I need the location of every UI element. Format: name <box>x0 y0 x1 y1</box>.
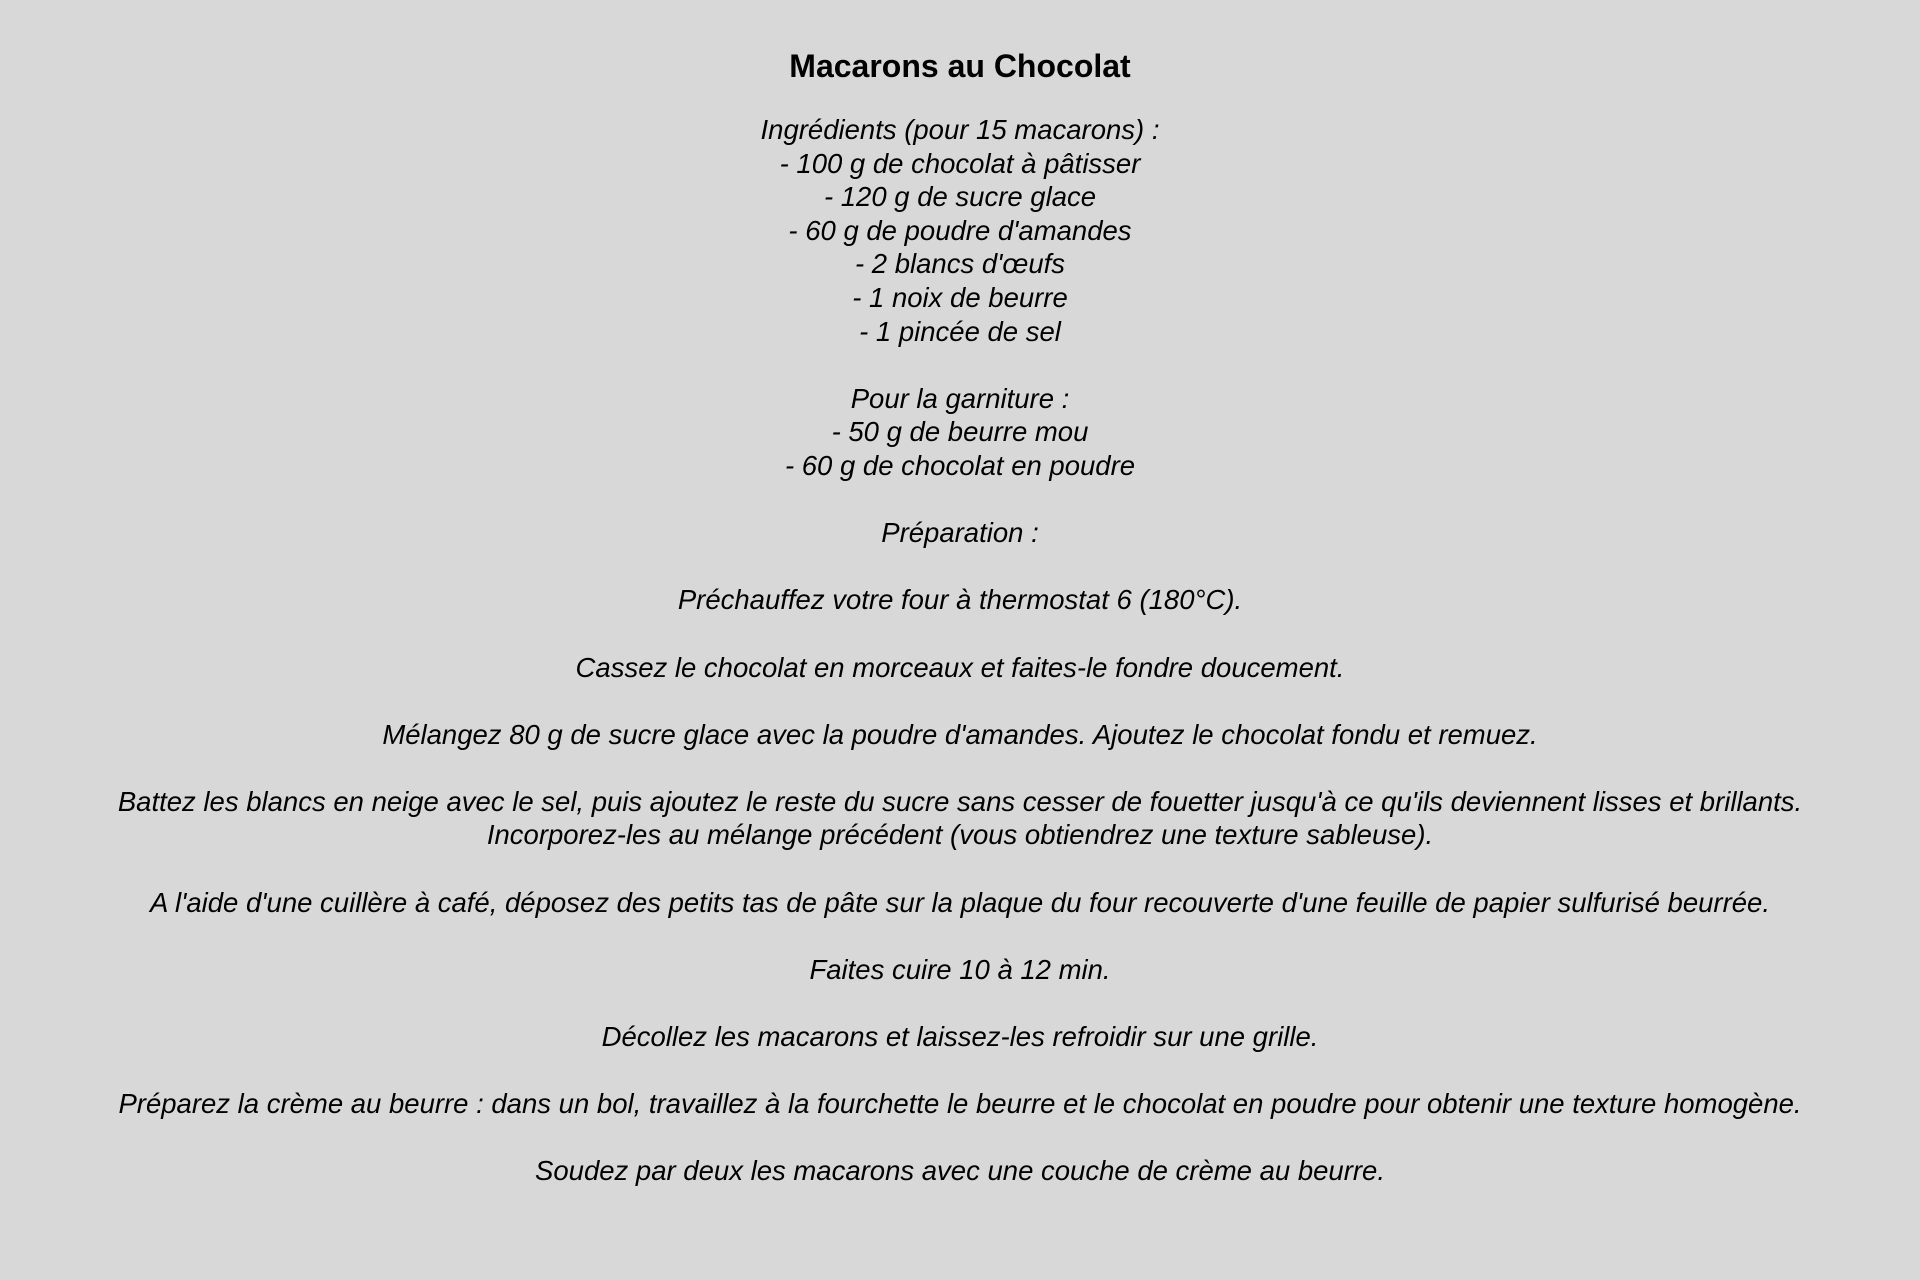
ingredient-item: - 60 g de poudre d'amandes <box>788 214 1132 246</box>
step-5 <box>0 886 1920 920</box>
garnish-heading: Pour la garniture : <box>850 382 1070 414</box>
step-1 <box>0 583 1920 617</box>
step-text: Mélangez 80 g de sucre glace avec la poudre d'amandes. Ajoutez le chocolat fondu et remuez. <box>382 718 1538 750</box>
step-text: Battez les blancs en neige avec le sel, puis ajoutez le reste du sucre sans cesser de fouetter jusqu'à ce qu'ils deviennent lisses et brillants. <box>117 785 1803 817</box>
ingredient-item: - 1 noix de beurre <box>852 281 1068 313</box>
step-text: Préchauffez votre four à thermostat 6 (180°C). <box>677 584 1243 616</box>
step-8 <box>0 1087 1920 1121</box>
recipe-title: Macarons au Chocolat <box>789 48 1131 84</box>
ingredient-item: - 2 blancs d'œufs <box>854 248 1066 280</box>
preparation-heading: Préparation : <box>881 517 1039 549</box>
step-text: Soudez par deux les macarons avec une couche de crème au beurre. <box>535 1155 1385 1187</box>
ingredients-section <box>0 113 1920 348</box>
step-7 <box>0 1020 1920 1054</box>
step-text: Incorporez-les au mélange précédent (vous obtiendrez une texture sableuse). <box>486 819 1434 851</box>
preparation-section <box>0 516 1920 550</box>
ingredient-item: - 100 g de chocolat à pâtisser <box>779 147 1141 179</box>
spacer <box>0 1054 1920 1088</box>
step-text: Cassez le chocolat en morceaux et faites-le fondre doucement. <box>575 651 1345 683</box>
spacer <box>0 986 1920 1020</box>
ingredient-item: - 120 g de sucre glace <box>823 181 1097 213</box>
step-3 <box>0 718 1920 752</box>
garnish-section <box>0 382 1920 483</box>
step-text: A l'aide d'une cuillère à café, déposez des petits tas de pâte sur la plaque du four recouverte d'une feuille de papier sulfurisé beurrée. <box>150 886 1770 918</box>
ingredients-heading: Ingrédients (pour 15 macarons) : <box>760 114 1160 145</box>
step-4 <box>0 785 1920 852</box>
step-text: Faites cuire 10 à 12 min. <box>809 953 1111 985</box>
spacer <box>0 617 1920 651</box>
spacer <box>0 751 1920 785</box>
spacer <box>0 919 1920 953</box>
ingredient-item: - 1 pincée de sel <box>859 315 1061 347</box>
spacer <box>0 852 1920 886</box>
garnish-item: - 50 g de beurre mou <box>831 416 1089 448</box>
spacer <box>0 483 1920 517</box>
step-6 <box>0 953 1920 987</box>
step-text: Préparez la crème au beurre : dans un bol, travaillez à la fourchette le beurre et le chocolat en poudre pour obtenir une texture homogène. <box>118 1088 1802 1120</box>
step-text: Décollez les macarons et laissez-les refroidir sur une grille. <box>601 1021 1319 1053</box>
step-2 <box>0 651 1920 685</box>
spacer <box>0 348 1920 382</box>
spacer <box>0 550 1920 584</box>
spacer <box>0 684 1920 718</box>
spacer <box>0 1121 1920 1155</box>
garnish-item: - 60 g de chocolat en poudre <box>784 449 1136 481</box>
spacer <box>0 86 1920 113</box>
step-9 <box>0 1154 1920 1188</box>
